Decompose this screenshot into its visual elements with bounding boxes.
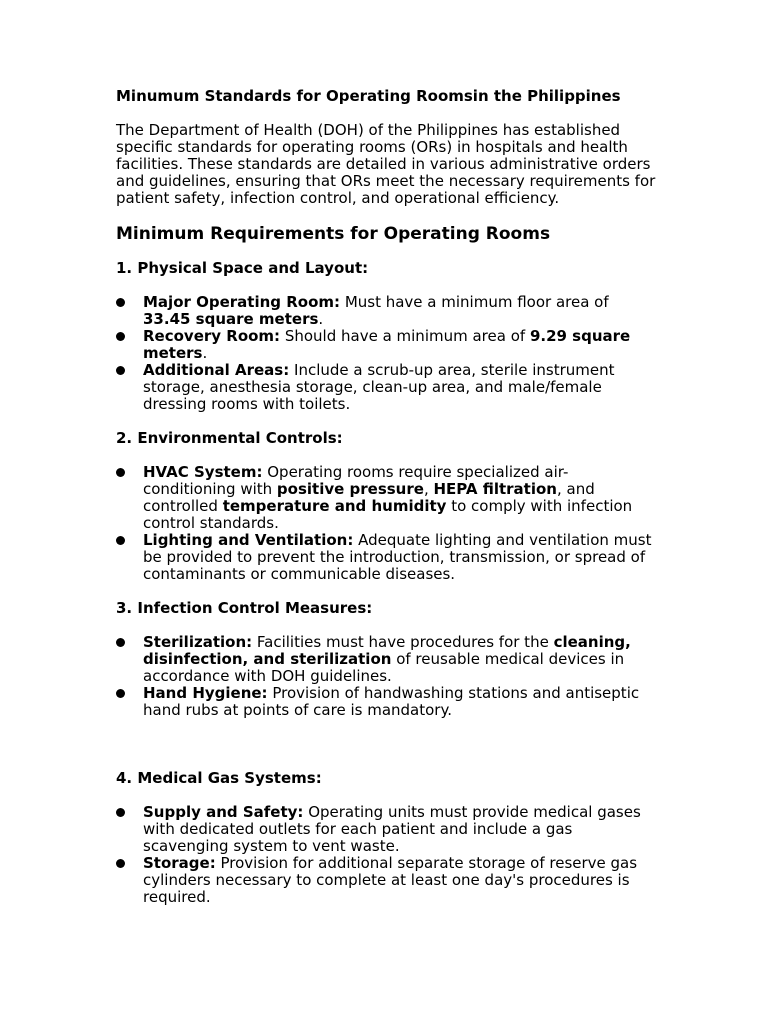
list-item [116,294,656,328]
list-item [116,464,656,532]
list-item [116,532,656,583]
document-title: Minumum Standards for Operating Roomsin the Philippines [116,87,621,105]
item-emphasis: temperature and humidity [222,497,447,515]
item-label: Lighting and Ventilation: [143,531,354,549]
bullet-icon [116,366,125,375]
bullet-icon [116,332,125,341]
item-label: Major Operating Room: [143,293,341,311]
section-1-list [116,294,656,413]
document-page [116,88,656,923]
item-emphasis: 33.45 square meters [143,310,319,328]
item-text: , [423,480,434,498]
item-text: . [318,310,324,328]
item-label: Sterilization: [143,633,253,651]
intro-paragraph: The Department of Health (DOH) of the Philippines has established specific standards for operating rooms (ORs) in hospitals and health facilities. These standards are detailed in various administrative orders and guidelines, ensuring that ORs meet the necessary requirements for patient safety, infection control, and operational efficiency. [116,121,656,207]
list-item [116,362,656,413]
section-3-list [116,634,656,719]
item-text: Adequate lighting and ventilation must be provided to prevent the introduction, transmission, or spread of contaminants or communicable diseases. [143,531,652,583]
item-text: Operating units must provide medical gases with dedicated outlets for each patient and include a gas scavenging system to vent waste. [143,803,641,855]
item-label: HVAC System: [143,463,263,481]
bullet-icon [116,468,125,477]
item-text: to comply with infection control standards. [143,497,633,532]
list-item [116,804,656,855]
bullet-icon [116,689,125,698]
item-emphasis: HEPA filtration [433,480,557,498]
item-text: Facilities must have procedures for the [252,633,554,651]
bullet-icon [116,808,125,817]
item-label: Additional Areas: [143,361,290,379]
list-item [116,855,656,906]
list-item [116,328,656,362]
item-text: Should have a minimum area of [280,327,530,345]
spacer [116,736,656,770]
section-heading: Minimum Requirements for Operating Rooms [116,224,551,244]
item-label: Recovery Room: [143,327,281,345]
section-2-title: 2. Environmental Controls: [116,429,343,447]
item-text: . [202,344,208,362]
item-label: Supply and Safety: [143,803,304,821]
item-emphasis: positive pressure [276,480,424,498]
item-text: Operating rooms require specialized air-conditioning with [143,463,569,498]
item-text: of reusable medical devices in accordance with DOH guidelines. [143,650,625,685]
section-4-list [116,804,656,906]
item-emphasis: 9.29 square meters [143,327,631,362]
section-2-list [116,464,656,583]
section-3-title: 3. Infection Control Measures: [116,599,373,617]
item-text: Provision for additional separate storage of reserve gas cylinders necessary to complete at least one day's procedures is required. [143,854,638,906]
section-1-title: 1. Physical Space and Layout: [116,259,369,277]
item-text: Must have a minimum floor area of [340,293,609,311]
bullet-icon [116,859,125,868]
list-item [116,634,656,685]
item-emphasis: cleaning, disinfection, and sterilization [143,633,631,668]
list-item [116,685,656,719]
item-label: Storage: [143,854,216,872]
bullet-icon [116,298,125,307]
item-text: Include a scrub-up area, sterile instrument storage, anesthesia storage, clean-up area, and male/female dressing rooms with toilets. [143,361,615,413]
item-text: Provision of handwashing stations and antiseptic hand rubs at points of care is mandatory. [143,684,640,719]
bullet-icon [116,536,125,545]
bullet-icon [116,638,125,647]
section-4-title: 4. Medical Gas Systems: [116,769,322,787]
item-label: Hand Hygiene: [143,684,268,702]
item-text: , and controlled [143,480,595,515]
